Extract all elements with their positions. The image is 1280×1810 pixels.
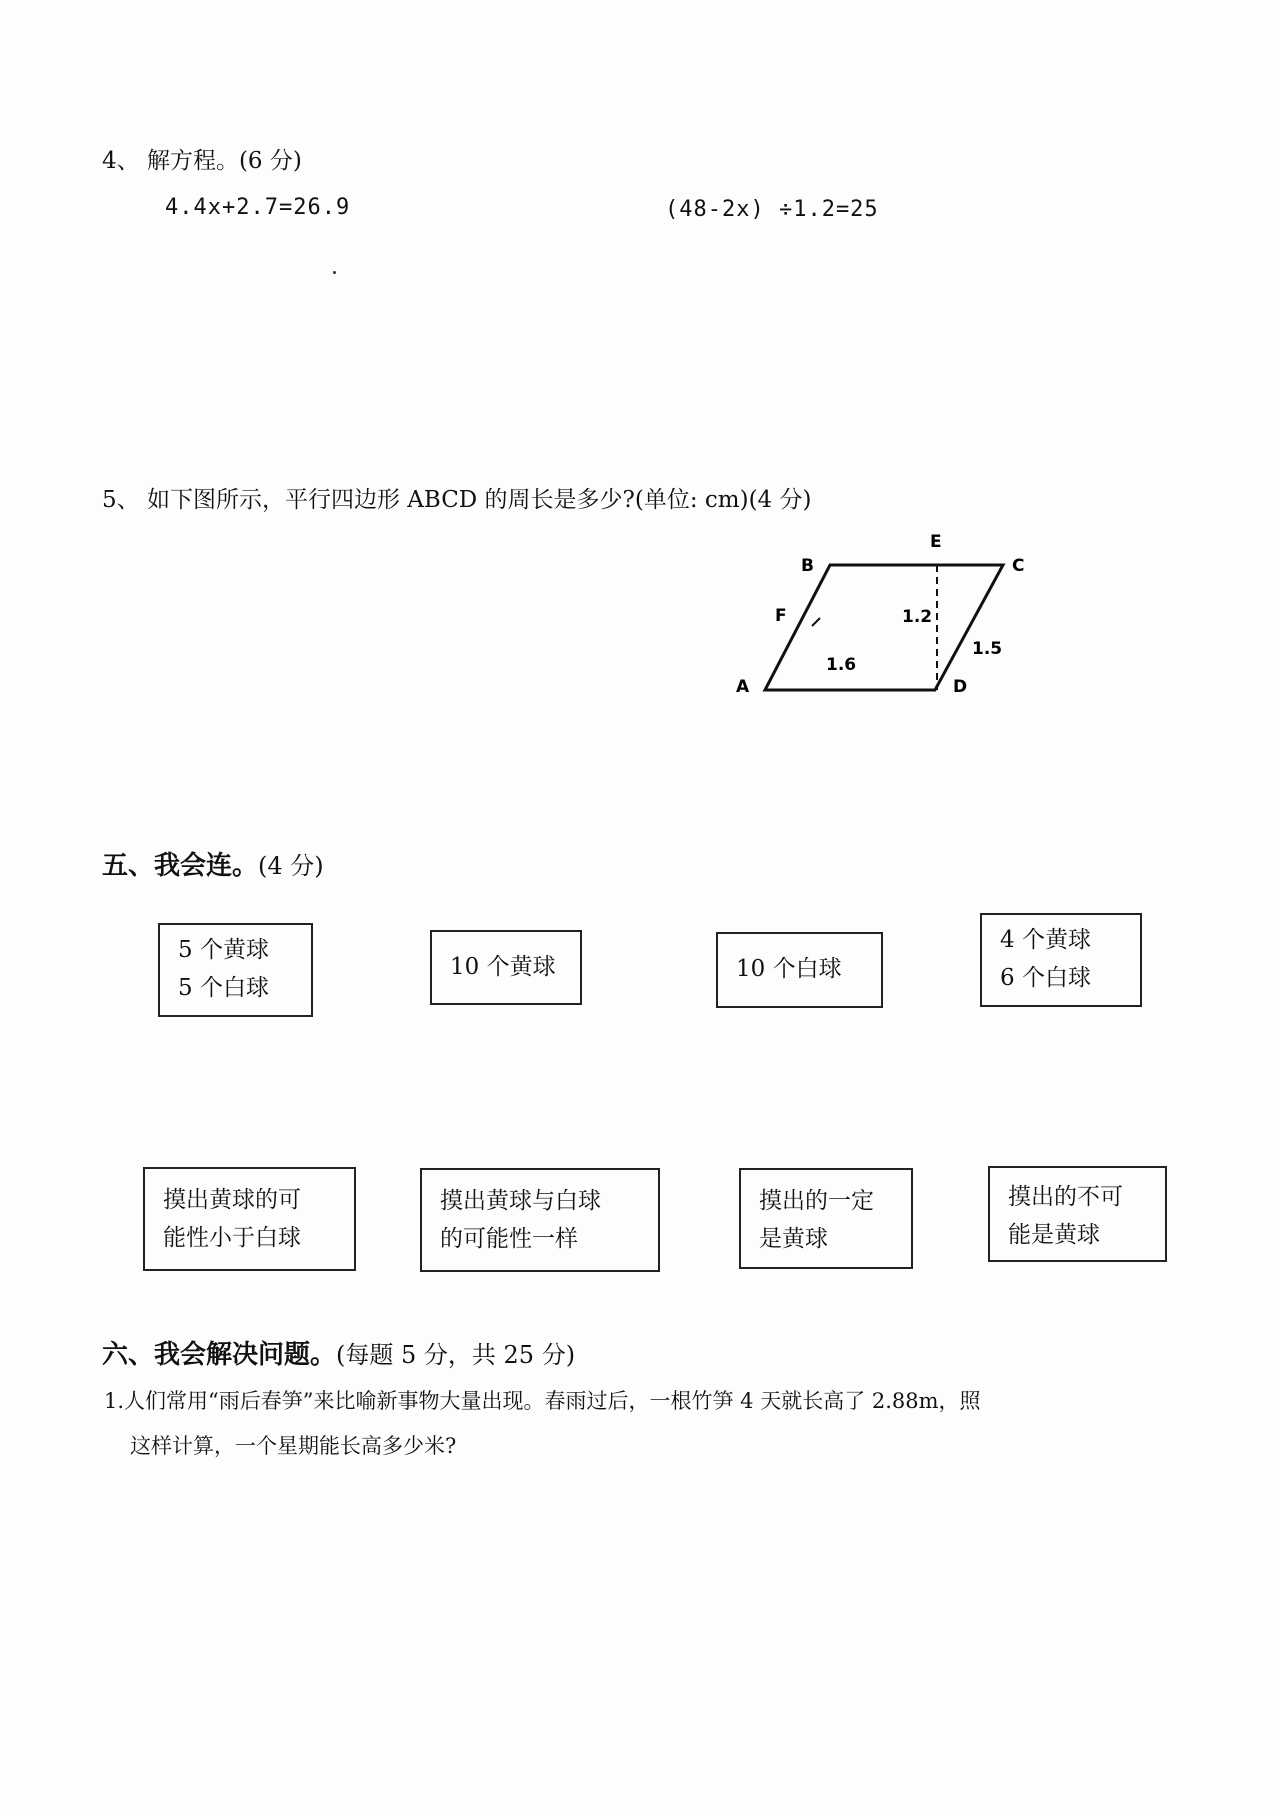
section6-heading <box>102 1334 575 1371</box>
section6-q1-line2: 这样计算，一个星期能长高多少米? <box>130 1434 457 1458</box>
top-box-1[interactable] <box>158 923 313 1017</box>
bottom-box-2-line1: 摸出黄球与白球 <box>440 1188 601 1214</box>
label-e: E <box>930 532 942 552</box>
top-box-3[interactable] <box>716 932 883 1008</box>
top-box-3-line1: 10 个白球 <box>736 956 842 982</box>
label-d: D <box>953 677 968 697</box>
section6-score: (每题 5 分，共 25 分) <box>336 1341 576 1369</box>
tick-mark-f <box>812 618 820 626</box>
section6-title: 六、我会解决问题。 <box>102 1340 337 1370</box>
section6-q1-line1: 1.人们常用“雨后春笋”来比喻新事物大量出现。春雨过后，一根竹笋 4 天就长高了 2.88m，照 <box>104 1389 981 1413</box>
q4-title: 4、 解方程。(6 分) <box>102 148 302 174</box>
top-box-2-line1: 10 个黄球 <box>450 954 556 980</box>
value-ad: 1.6 <box>826 655 857 675</box>
bottom-box-4-line1: 摸出的不可 <box>1008 1184 1123 1210</box>
value-cd: 1.5 <box>972 639 1003 659</box>
top-box-1-line2: 5 个白球 <box>178 975 269 1001</box>
bottom-box-2[interactable] <box>420 1168 660 1272</box>
stray-dot <box>333 271 336 274</box>
q4-equation-2: (48-2x) ÷1.2=25 <box>665 197 879 222</box>
bottom-box-3[interactable] <box>739 1168 913 1269</box>
bottom-box-1-line1: 摸出黄球的可 <box>163 1187 301 1213</box>
label-c: C <box>1012 556 1025 576</box>
q5-title: 5、 如下图所示，平行四边形 ABCD 的周长是多少?(单位: cm)(4 分) <box>102 487 812 513</box>
bottom-box-3-line2: 是黄球 <box>759 1226 828 1252</box>
top-box-4-line2: 6 个白球 <box>1000 965 1091 991</box>
parallelogram-abcd <box>765 565 1003 690</box>
bottom-box-1[interactable] <box>143 1167 356 1271</box>
section5-heading <box>102 845 324 882</box>
bottom-box-1-line2: 能性小于白球 <box>163 1225 301 1251</box>
label-f: F <box>775 606 787 626</box>
top-box-1-line1: 5 个黄球 <box>178 937 269 963</box>
bottom-box-4-line2: 能是黄球 <box>1008 1222 1100 1248</box>
top-box-2[interactable] <box>430 930 582 1005</box>
top-box-4[interactable] <box>980 913 1142 1007</box>
value-height: 1.2 <box>902 607 933 627</box>
section5-score: (4 分) <box>258 852 324 880</box>
label-b: B <box>801 556 814 576</box>
section5-title: 五、我会连。 <box>102 851 259 881</box>
q4-equation-1: 4.4x+2.7=26.9 <box>165 195 351 220</box>
bottom-box-2-line2: 的可能性一样 <box>440 1226 578 1252</box>
parallelogram-figure <box>720 520 1050 700</box>
top-box-4-line1: 4 个黄球 <box>1000 927 1091 953</box>
label-a: A <box>736 677 750 697</box>
bottom-box-3-line1: 摸出的一定 <box>759 1188 874 1214</box>
bottom-box-4[interactable] <box>988 1166 1167 1262</box>
